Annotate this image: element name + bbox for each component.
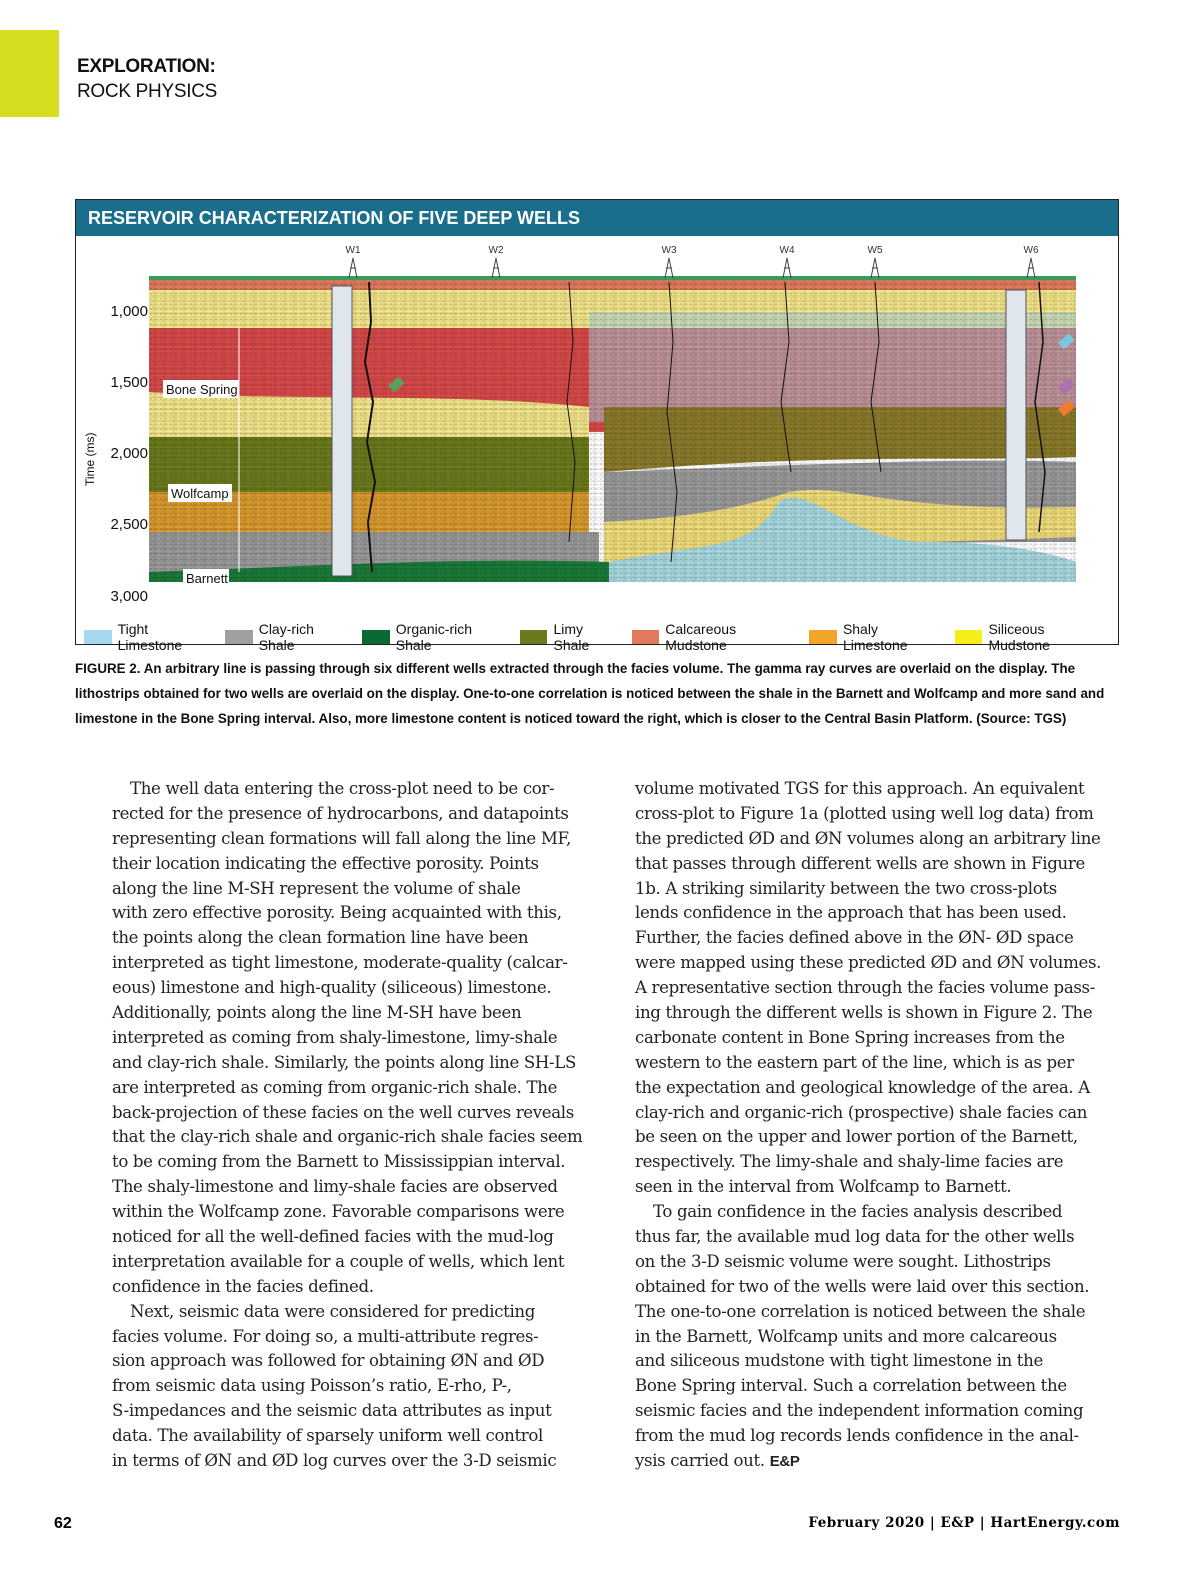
text-line-content: Additionally, points along the line M-SH have been <box>112 1003 522 1023</box>
text-line-content: rected for the presence of hydrocarbons, and datapoints <box>112 803 569 823</box>
y-tick: 3,000 <box>110 588 148 605</box>
text-line-content: representing clean formations will fall along the line MF, <box>112 828 571 848</box>
legend-label: Limy Shale <box>553 621 590 653</box>
text-line <box>112 1001 582 1026</box>
text-line-content: the expectation and geological knowledge of the area. A <box>635 1077 1090 1097</box>
body-column-left <box>112 777 582 1474</box>
derrick-icons <box>349 258 1035 278</box>
text-line-content: interpretation available for a couple of wells, which lent <box>112 1251 565 1271</box>
text-line-content: To gain confidence in the facies analysis described <box>653 1202 1063 1222</box>
legend-label: Organic-rich Shale <box>395 621 473 653</box>
legend-item <box>84 621 215 653</box>
text-line <box>635 1349 1101 1374</box>
legend-label: Shaly Limestone <box>842 621 908 653</box>
legend-item <box>809 621 945 653</box>
text-line-content: seen in the interval from Wolfcamp to Barnett. <box>635 1177 1012 1197</box>
text-line <box>635 1076 1101 1101</box>
text-line-content: to be coming from the Barnett to Mississippian interval. <box>112 1152 566 1172</box>
text-line-content: A representative section through the facies volume pass- <box>635 978 1095 998</box>
text-line-content: clay-rich and organic-rich (prospective) shale facies can <box>635 1102 1088 1122</box>
text-line-content: lends confidence in the approach that has been used. <box>635 903 1067 923</box>
y-tick: 1,000 <box>110 303 148 320</box>
end-mark: E&P <box>769 1453 800 1471</box>
derrick-icon <box>665 258 673 278</box>
text-line-content: interpreted as coming from shaly-limestone, limy-shale <box>112 1027 558 1047</box>
text-line-content: ing through the different wells is shown in Figure 2. The <box>635 1003 1093 1023</box>
text-line-content: facies volume. For doing so, a multi-attribute regres- <box>112 1326 539 1346</box>
derrick-icon <box>783 258 791 278</box>
section-title: EXPLORATION: <box>77 56 216 77</box>
well-label: W5 <box>867 245 883 256</box>
text-line <box>112 1349 582 1374</box>
text-line <box>112 1101 582 1126</box>
text-line <box>635 1051 1101 1076</box>
text-line <box>112 1076 582 1101</box>
body-column-right <box>635 777 1101 1474</box>
text-line-content: The one-to-one correlation is noticed between the shale <box>635 1301 1086 1321</box>
footer-issue: February 2020 | E&P | HartEnergy.com <box>808 1515 1120 1531</box>
y-tick: 1,500 <box>110 374 148 391</box>
text-line-content: are interpreted as coming from organic-rich shale. The <box>112 1077 558 1097</box>
legend-item <box>632 621 800 653</box>
text-line <box>635 827 1101 852</box>
formation-label: Barnett <box>186 571 228 586</box>
legend <box>84 621 1118 653</box>
text-line <box>112 1374 582 1399</box>
legend-swatch <box>520 630 548 644</box>
derrick-icon <box>1027 258 1035 278</box>
text-line-content: noticed for all the well-defined facies with the mud-log <box>112 1227 554 1247</box>
text-line <box>635 901 1101 926</box>
text-line-content: obtained for two of the wells were laid over this section. <box>635 1276 1090 1296</box>
well-label: W4 <box>779 245 795 256</box>
figure-caption: FIGURE 2. An arbitrary line is passing through six different wells extracted through the facies volume. The gamma ray curves are overlaid on the display. The lithostrips obtained for two wells are overlaid on the display. One-to-one correlation is noticed between the shale in the Barnett and Wolfcamp and more sand and limestone in the Bone Spring interval. Also, more limestone content is noticed toward the right, which is closer to the Central Basin Platform. (Source: TGS) <box>75 661 1105 726</box>
figure-title: RESERVOIR CHARACTERIZATION OF FIVE DEEP WELLS <box>76 200 1118 236</box>
text-line <box>112 926 582 951</box>
text-line <box>635 1449 1101 1474</box>
text-line-content: with zero effective porosity. Being acquainted with this, <box>112 903 562 923</box>
text-line-content: their location indicating the effective porosity. Points <box>112 853 539 873</box>
text-line <box>112 827 582 852</box>
text-line <box>112 1200 582 1225</box>
text-line-content: eous) limestone and high-quality (siliceous) limestone. <box>112 978 552 998</box>
text-line-content: The well data entering the cross-plot need to be cor- <box>130 779 555 798</box>
text-line <box>635 852 1101 877</box>
facies-section <box>76 236 1118 621</box>
text-line-content: Bone Spring interval. Such a correlation between the <box>635 1376 1067 1396</box>
y-axis-label: Time (ms) <box>83 432 97 486</box>
text-line <box>112 1150 582 1175</box>
text-line <box>635 951 1101 976</box>
text-line-content: from seismic data using Poisson’s ratio, E-rho, P-, <box>112 1376 512 1396</box>
text-line-content: cross-plot to Figure 1a (plotted using well log data) from <box>635 803 1094 823</box>
text-line-content: 1b. A striking similarity between the two cross-plots <box>635 878 1057 898</box>
text-line <box>112 877 582 902</box>
text-line <box>635 1424 1101 1449</box>
text-line <box>635 926 1101 951</box>
text-line <box>635 1275 1101 1300</box>
text-line <box>112 1250 582 1275</box>
lithostrip-w1 <box>332 286 352 576</box>
text-line <box>635 777 1101 802</box>
text-line <box>635 1300 1101 1325</box>
derrick-icon <box>871 258 879 278</box>
derrick-icon <box>492 258 500 278</box>
text-line <box>112 951 582 976</box>
text-line <box>112 1449 582 1474</box>
text-line <box>112 802 582 827</box>
legend-swatch <box>362 630 390 644</box>
text-line <box>635 1001 1101 1026</box>
text-line-content: and clay-rich shale. Similarly, the points along line SH-LS <box>112 1052 576 1072</box>
text-line <box>635 1150 1101 1175</box>
well-label: W2 <box>488 245 504 256</box>
y-tick: 2,500 <box>110 516 148 533</box>
text-line <box>635 976 1101 1001</box>
text-line-content: data. The availability of sparsely uniform well control <box>112 1426 543 1446</box>
text-line-content: on the 3-D seismic volume were sought. Lithostrips <box>635 1251 1051 1271</box>
legend-swatch <box>225 630 253 644</box>
legend-label: Siliceous Mudstone <box>988 621 1050 653</box>
figure-2 <box>75 199 1119 653</box>
text-line-content: seismic facies and the independent information coming <box>635 1401 1084 1421</box>
text-line-content: the predicted ØD and ØN volumes along an arbitrary line <box>635 828 1101 848</box>
text-line-content: ysis carried out. <box>635 1451 765 1471</box>
text-line <box>112 901 582 926</box>
text-line <box>635 1374 1101 1399</box>
well-label: W3 <box>661 245 677 256</box>
legend-label: Clay-rich Shale <box>258 621 314 653</box>
y-tick: 2,000 <box>110 445 148 462</box>
well-labels <box>346 245 1039 256</box>
text-line <box>635 1325 1101 1350</box>
text-line <box>112 1051 582 1076</box>
section-tab <box>0 30 59 117</box>
legend-swatch <box>632 630 660 644</box>
text-line-content: Next, seismic data were considered for predicting <box>130 1301 536 1321</box>
text-line-content: and siliceous mudstone with tight limestone in the <box>635 1351 1043 1371</box>
text-line <box>112 1275 582 1300</box>
text-line <box>635 1175 1101 1200</box>
text-line <box>112 1300 582 1325</box>
text-line <box>112 1225 582 1250</box>
text-line <box>112 1424 582 1449</box>
text-line-content: sion approach was followed for obtaining ØN and ØD <box>112 1351 545 1371</box>
text-line <box>635 1399 1101 1424</box>
text-line <box>635 1125 1101 1150</box>
text-line <box>112 1175 582 1200</box>
legend-item <box>955 621 1108 653</box>
lithostrip-w6 <box>1006 290 1026 540</box>
text-line-content: interpreted as tight limestone, moderate-quality (calcar- <box>112 953 568 973</box>
text-line <box>112 1325 582 1350</box>
text-line-content: confidence in the facies defined. <box>112 1276 374 1296</box>
text-line-content: respectively. The limy-shale and shaly-lime facies are <box>635 1152 1064 1172</box>
text-line-content: within the Wolfcamp zone. Favorable comparisons were <box>112 1202 565 1222</box>
text-line-content: the points along the clean formation line have been <box>112 928 529 948</box>
legend-item <box>225 621 352 653</box>
legend-swatch <box>955 630 983 644</box>
formation-label: Bone Spring <box>166 382 238 397</box>
text-line <box>635 1101 1101 1126</box>
text-line-content: western to the eastern part of the line, which is as per <box>635 1052 1074 1072</box>
text-line <box>112 1399 582 1424</box>
text-line-content: that the clay-rich shale and organic-rich shale facies seem <box>112 1127 583 1147</box>
legend-label: Calcareous Mudstone <box>665 621 737 653</box>
text-line <box>112 1125 582 1150</box>
text-line-content: volume motivated TGS for this approach. An equivalent <box>635 779 1085 798</box>
text-line-content: that passes through different wells are shown in Figure <box>635 853 1085 873</box>
legend-label: Tight Limestone <box>117 621 183 653</box>
text-line <box>112 777 582 802</box>
text-line <box>635 1026 1101 1051</box>
text-line <box>112 976 582 1001</box>
text-line-content: Further, the facies defined above in the ØN- ØD space <box>635 928 1074 948</box>
legend-swatch <box>809 630 837 644</box>
formation-label: Wolfcamp <box>171 486 229 501</box>
page-number: 62 <box>54 1515 72 1532</box>
text-line-content: from the mud log records lends confidence in the anal- <box>635 1426 1079 1446</box>
legend-item <box>520 621 622 653</box>
text-line-content: back-projection of these facies on the well curves reveals <box>112 1102 574 1122</box>
legend-item <box>362 621 510 653</box>
legend-swatch <box>84 630 112 644</box>
text-line-content: in the Barnett, Wolfcamp units and more calcareous <box>635 1326 1057 1346</box>
text-line <box>112 1026 582 1051</box>
section-subtitle: ROCK PHYSICS <box>77 81 217 102</box>
text-line-content: The shaly-limestone and limy-shale facies are observed <box>112 1177 558 1197</box>
text-line-content: thus far, the available mud log data for the other wells <box>635 1227 1075 1247</box>
text-line-content: were mapped using these predicted ØD and ØN volumes. <box>635 953 1102 973</box>
text-line <box>635 877 1101 902</box>
derrick-icon <box>349 258 357 278</box>
text-line-content: carbonate content in Bone Spring increases from the <box>635 1027 1065 1047</box>
text-line <box>635 1200 1101 1225</box>
text-line-content: S-impedances and the seismic data attributes as input <box>112 1401 552 1421</box>
text-line-content: in terms of ØN and ØD log curves over the 3-D seismic <box>112 1451 557 1471</box>
text-line <box>635 1225 1101 1250</box>
text-line-content: along the line M-SH represent the volume of shale <box>112 878 521 898</box>
text-line <box>635 802 1101 827</box>
text-line <box>635 1250 1101 1275</box>
well-label: W1 <box>345 245 361 256</box>
well-label: W6 <box>1023 245 1039 256</box>
text-line-content: be seen on the upper and lower portion of the Barnett, <box>635 1127 1078 1147</box>
text-line <box>112 852 582 877</box>
